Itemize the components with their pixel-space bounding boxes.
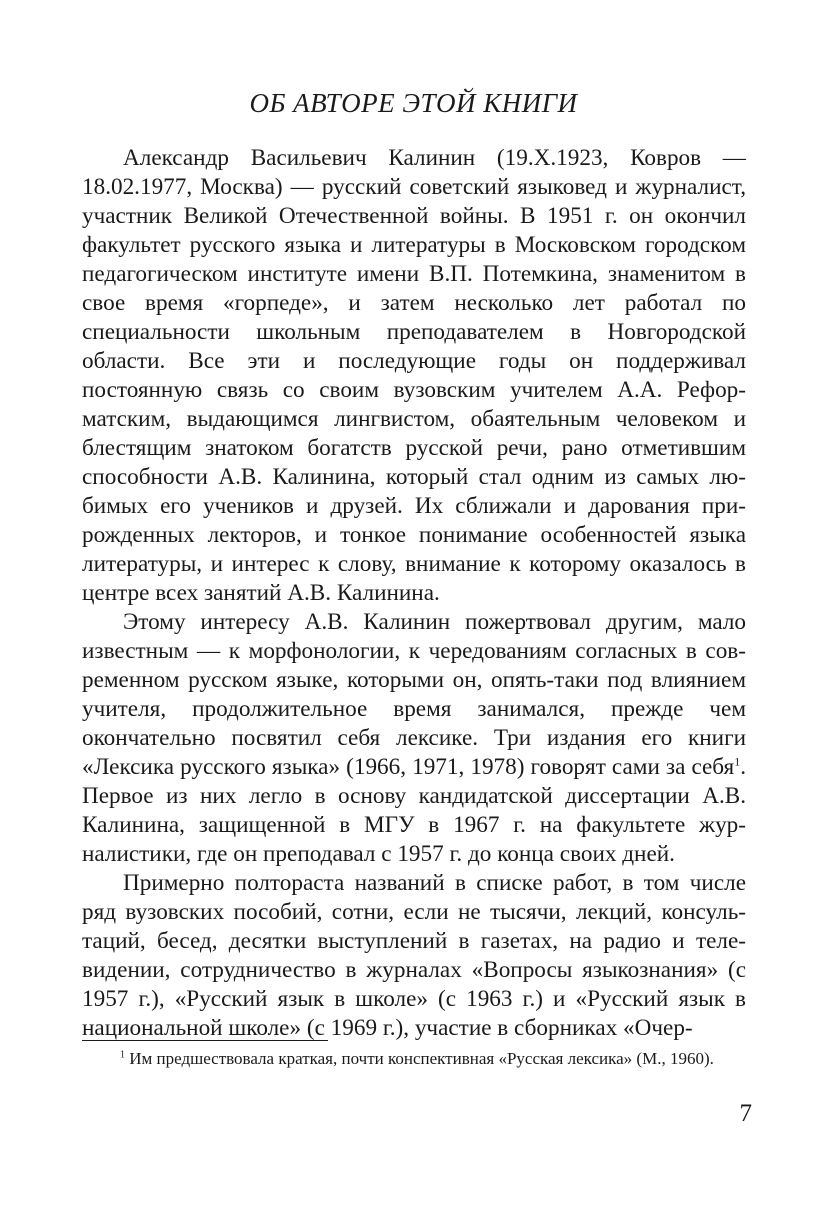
page-number: 7: [739, 1100, 752, 1127]
paragraph-2: [82, 608, 746, 869]
body-text: [82, 144, 746, 1043]
paragraph-1: Александр Васильевич Калинин (19.X.1923, Ковров — 18.02.1977, Москва) — русский советский языковед и журналист, участник Великой Отечественной войны. В 1951 г. он окончил факультет русского языка и литературы в Московском городском педагогическом институте имени В.П. Потемкина, знаменитом в свое время «горпеде», и затем несколько лет работал по специальности школьным преподавателем в Новгородской области. Все эти и последующие годы он поддерживал постоянную связь со своим вузовским учителем А.А. Реформатским, выдающимся лингвистом, обаятельным человеком и блестящим знатоком богатств русской речи, рано отметившим способности А.В. Калинина, который стал одним из самых любимых его учеников и друзей. Их сближали и дарования прирожденных лекторов, и тонкое понимание особенностей языка литературы, и интерес к слову, внимание к которому оказалось в центре всех занятий А.В. Калинина.: [82, 145, 746, 606]
footnote-divider: [82, 1040, 328, 1041]
footnote: [82, 1047, 746, 1071]
footnote-marker: 1: [120, 1049, 125, 1061]
paragraph-3: Примерно полтораста названий в списке работ, в том числе ряд вузовских пособий, сотни, если не тысячи, лекций, консультаций, бесед, десятки выступлений в газетах, на радио и телевидении, сотрудничество в журналах «Вопросы языкознания» (с 1957 г.), «Русский язык в школе» (с 1963 г.) и «Русский язык в национальной школе» (с 1969 г.), участие в сборниках «Очер-: [82, 870, 746, 1041]
footnote-reference: 1: [734, 754, 741, 769]
paragraph-2-tail: . Первое из них легло в основу кандидатской диссертации А.В. Калинина, защищенной в МГУ в 1967 г. на факультете журналистики, где он преподавал с 1957 г. до конца своих дней.: [82, 754, 746, 867]
chapter-title: ОБ АВТОРЕ ЭТОЙ КНИГИ: [249, 88, 578, 118]
paragraph-2-text: Этому интересу А.В. Калинин пожертвовал другим, мало известным — к морфонологии, к чередованиям согласных в современном русском языке, которыми он, опять-таки под влиянием учителя, продолжительное время занимался, прежде чем окончательно посвятил себя лексике. Три издания его книги «Лексика русского языка» (1966, 1971, 1978) говорят сами за себя: [82, 609, 746, 780]
footnote-text: Им предшествовала краткая, почти конспективная «Русская лексика» (М., 1960).: [129, 1049, 714, 1068]
